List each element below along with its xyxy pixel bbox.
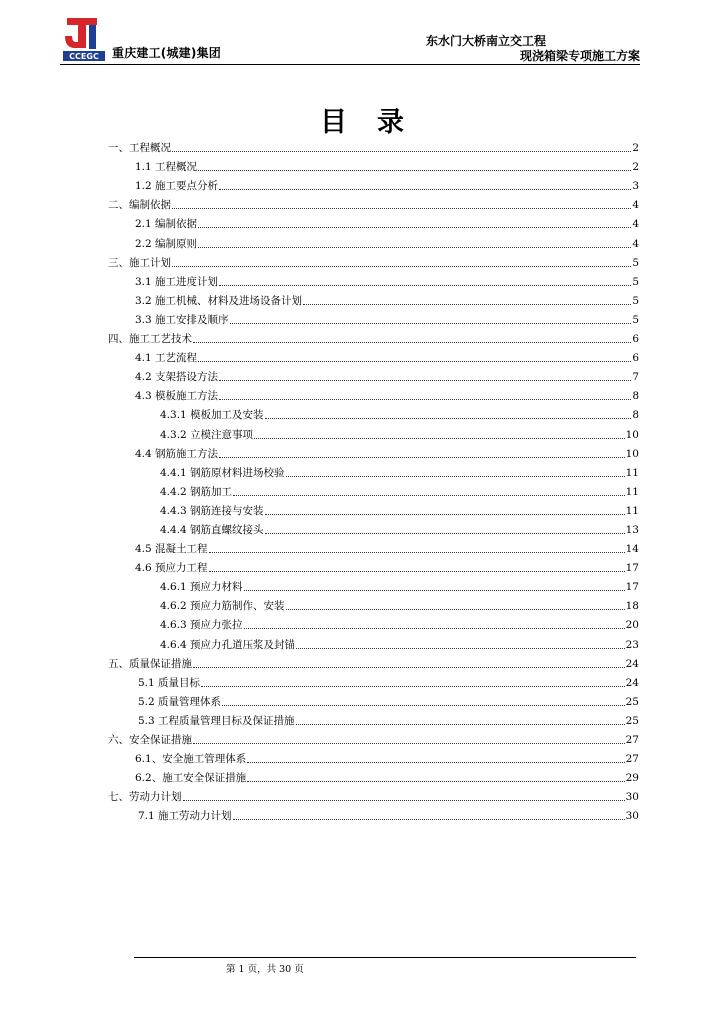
toc-entry[interactable] xyxy=(108,746,639,765)
toc-leader-dots xyxy=(198,361,631,362)
toc-entry[interactable] xyxy=(108,326,639,345)
toc-entry[interactable] xyxy=(108,345,639,364)
company-logo-icon xyxy=(63,16,107,62)
toc-entry-label: 四、施工工艺技术 xyxy=(108,333,192,346)
toc-leader-dots xyxy=(244,590,625,591)
toc-leader-dots xyxy=(222,705,625,706)
toc-entry-label: 7.1 施工劳动力计划 xyxy=(138,810,232,823)
toc-leader-dots xyxy=(219,380,631,381)
toc-entry-label: 五、质量保证措施 xyxy=(108,657,192,670)
toc-entry[interactable] xyxy=(108,517,639,536)
toc-entry[interactable] xyxy=(108,383,639,402)
toc-entry-page: 25 xyxy=(625,695,639,708)
toc-leader-dots xyxy=(233,819,625,820)
toc-leader-dots xyxy=(201,686,625,687)
toc-leader-dots xyxy=(193,667,625,668)
toc-leader-dots xyxy=(183,800,625,801)
footer-divider xyxy=(134,957,636,958)
toc-entry[interactable] xyxy=(108,211,639,230)
header-divider xyxy=(60,64,640,65)
toc-entry-label: 4.3 模板施工方法 xyxy=(135,390,219,403)
toc-entry[interactable] xyxy=(108,421,639,440)
toc-entry[interactable] xyxy=(108,441,639,460)
toc-leader-dots xyxy=(172,151,631,152)
toc-entry[interactable] xyxy=(108,364,639,383)
toc-entry-label: 2.2 编制原则 xyxy=(135,237,198,250)
toc-entry-page: 11 xyxy=(625,485,639,498)
toc-entry-label: 4.4.4 钢筋直螺纹接头 xyxy=(160,523,264,536)
toc-entry-page: 10 xyxy=(625,447,639,460)
toc-entry-page: 8 xyxy=(632,390,639,403)
toc-entry-page: 14 xyxy=(625,543,639,556)
toc-leader-dots xyxy=(265,533,625,534)
toc-entry-page: 23 xyxy=(625,638,639,651)
toc-entry-label: 5.2 质量管理体系 xyxy=(138,695,222,708)
toc-leader-dots xyxy=(233,495,625,496)
toc-entry-label: 4.2 支架搭设方法 xyxy=(135,371,219,384)
toc-entry-page: 30 xyxy=(625,791,639,804)
toc-entry-page: 6 xyxy=(632,333,639,346)
toc-leader-dots xyxy=(198,247,631,248)
toc-entry[interactable] xyxy=(108,154,639,173)
org-name: 重庆建工(城建)集团 xyxy=(112,46,221,60)
toc-entry[interactable] xyxy=(108,402,639,421)
toc-entry-label: 4.6.1 预应力材料 xyxy=(160,581,243,594)
toc-entry[interactable] xyxy=(108,651,639,670)
toc-leader-dots xyxy=(286,476,625,477)
toc-leader-dots xyxy=(230,323,632,324)
toc-entry[interactable] xyxy=(108,670,639,689)
toc-entry-label: 4.3.2 立模注意事项 xyxy=(160,428,254,441)
toc-entry-page: 27 xyxy=(625,753,639,766)
toc-leader-dots xyxy=(219,285,631,286)
toc-entry-label: 一、工程概况 xyxy=(108,142,171,155)
table-of-contents xyxy=(108,135,639,822)
toc-entry-label: 4.6.2 预应力筋制作、安装 xyxy=(160,600,285,613)
toc-leader-dots xyxy=(209,571,625,572)
toc-leader-dots xyxy=(198,170,631,171)
toc-entry-page: 4 xyxy=(632,237,639,250)
toc-entry-page: 5 xyxy=(632,275,639,288)
toc-entry-label: 5.1 质量目标 xyxy=(138,676,201,689)
toc-leader-dots xyxy=(296,724,625,725)
page-number: 第 1 页，共 30 页 xyxy=(226,964,304,975)
toc-leader-dots xyxy=(247,762,624,763)
toc-entry-label: 4.1 工艺流程 xyxy=(135,352,198,365)
toc-entry-page: 5 xyxy=(632,294,639,307)
toc-entry-page: 17 xyxy=(625,581,639,594)
toc-entry-label: 4.4.2 钢筋加工 xyxy=(160,485,233,498)
toc-entry[interactable] xyxy=(108,593,639,612)
logo-text: CCEGC xyxy=(69,52,99,61)
toc-entry-page: 17 xyxy=(625,562,639,575)
toc-entry-label: 三、施工计划 xyxy=(108,256,171,269)
toc-entry[interactable] xyxy=(108,555,639,574)
toc-entry-label: 2.1 编制依据 xyxy=(135,218,198,231)
toc-leader-dots xyxy=(209,552,625,553)
toc-entry-page: 2 xyxy=(632,161,639,174)
toc-entry-label: 1.2 施工要点分析 xyxy=(135,180,219,193)
toc-entry[interactable] xyxy=(108,192,639,211)
toc-entry[interactable] xyxy=(108,574,639,593)
toc-entry[interactable] xyxy=(108,612,639,631)
toc-entry-label: 4.4.1 钢筋原材料进场校验 xyxy=(160,466,285,479)
toc-entry[interactable] xyxy=(108,230,639,249)
toc-entry[interactable] xyxy=(108,460,639,479)
page-header xyxy=(60,14,640,64)
toc-entry[interactable] xyxy=(108,784,639,803)
toc-entry-page: 4 xyxy=(632,199,639,212)
toc-entry[interactable] xyxy=(108,173,639,192)
toc-entry[interactable] xyxy=(108,250,639,269)
toc-entry-page: 13 xyxy=(625,523,639,536)
toc-entry-label: 4.3.1 模板加工及安装 xyxy=(160,409,264,422)
toc-leader-dots xyxy=(219,399,631,400)
toc-entry-page: 8 xyxy=(632,409,639,422)
toc-entry-label: 3.1 施工进度计划 xyxy=(135,275,219,288)
toc-entry-page: 30 xyxy=(625,810,639,823)
toc-entry-page: 5 xyxy=(632,313,639,326)
toc-leader-dots xyxy=(172,266,631,267)
toc-entry[interactable] xyxy=(108,727,639,746)
toc-entry-label: 4.4.3 钢筋连接与安装 xyxy=(160,504,264,517)
toc-entry[interactable] xyxy=(108,708,639,727)
toc-entry-page: 27 xyxy=(625,734,639,746)
toc-entry-page: 20 xyxy=(625,619,639,632)
toc-leader-dots xyxy=(254,438,625,439)
toc-leader-dots xyxy=(193,342,631,343)
toc-entry-label: 4.6.4 预应力孔道压浆及封锚 xyxy=(160,638,296,651)
toc-entry-label: 二、编制依据 xyxy=(108,199,171,212)
toc-entry[interactable] xyxy=(108,269,639,288)
toc-entry-label: 1.1 工程概况 xyxy=(135,161,198,174)
toc-entry-page: 11 xyxy=(625,504,639,517)
toc-entry[interactable] xyxy=(108,479,639,498)
project-name: 东水门大桥南立交工程 xyxy=(425,34,546,48)
toc-entry[interactable] xyxy=(108,631,639,650)
toc-entry-page: 5 xyxy=(632,256,639,269)
toc-entry-label: 4.6 预应力工程 xyxy=(135,562,208,575)
toc-entry-page: 24 xyxy=(625,676,639,689)
toc-entry[interactable] xyxy=(108,135,639,154)
toc-entry[interactable] xyxy=(108,803,639,822)
toc-entry-label: 4.5 混凝土工程 xyxy=(135,543,208,556)
toc-entry-page: 25 xyxy=(625,714,639,727)
toc-entry-label: 4.4 钢筋施工方法 xyxy=(135,447,219,460)
toc-entry-page: 10 xyxy=(625,428,639,441)
document-subtitle: 现浇箱梁专项施工方案 xyxy=(519,49,640,63)
toc-entry[interactable] xyxy=(108,689,639,708)
toc-entry[interactable] xyxy=(108,498,639,517)
toc-entry-page: 6 xyxy=(632,352,639,365)
toc-entry[interactable] xyxy=(108,765,639,784)
toc-leader-dots xyxy=(244,628,625,629)
toc-entry-label: 4.6.3 预应力张拉 xyxy=(160,619,243,632)
toc-entry-label: 6.2、施工安全保证措施 xyxy=(135,772,247,785)
toc-leader-dots xyxy=(247,781,624,782)
toc-entry-label: 6.1、安全施工管理体系 xyxy=(135,753,247,766)
toc-entry[interactable] xyxy=(108,307,639,326)
toc-entry-label: 七、劳动力计划 xyxy=(108,791,182,804)
toc-entry-page: 2 xyxy=(632,142,639,155)
toc-entry-page: 29 xyxy=(625,772,639,785)
toc-entry-page: 4 xyxy=(632,218,639,231)
toc-leader-dots xyxy=(172,208,631,209)
toc-entry[interactable] xyxy=(108,288,639,307)
toc-entry-label: 3.3 施工安排及顺序 xyxy=(135,313,229,326)
toc-leader-dots xyxy=(198,227,631,228)
toc-leader-dots xyxy=(193,743,625,744)
toc-leader-dots xyxy=(286,609,625,610)
toc-entry-label: 5.3 工程质量管理目标及保证措施 xyxy=(138,714,295,727)
toc-leader-dots xyxy=(265,514,625,515)
toc-leader-dots xyxy=(219,189,631,190)
toc-leader-dots xyxy=(296,648,625,649)
toc-entry-page: 3 xyxy=(632,180,639,193)
page-title: 目录 xyxy=(320,107,434,138)
toc-entry-page: 24 xyxy=(625,657,639,670)
toc-entry-label: 六、安全保证措施 xyxy=(108,734,192,746)
toc-leader-dots xyxy=(265,418,632,419)
toc-entry-page: 18 xyxy=(625,600,639,613)
toc-entry[interactable] xyxy=(108,536,639,555)
toc-entry-page: 7 xyxy=(632,371,639,384)
toc-leader-dots xyxy=(219,457,625,458)
toc-entry-page: 11 xyxy=(625,466,639,479)
toc-leader-dots xyxy=(303,304,631,305)
toc-entry-label: 3.2 施工机械、材料及进场设备计划 xyxy=(135,294,303,307)
